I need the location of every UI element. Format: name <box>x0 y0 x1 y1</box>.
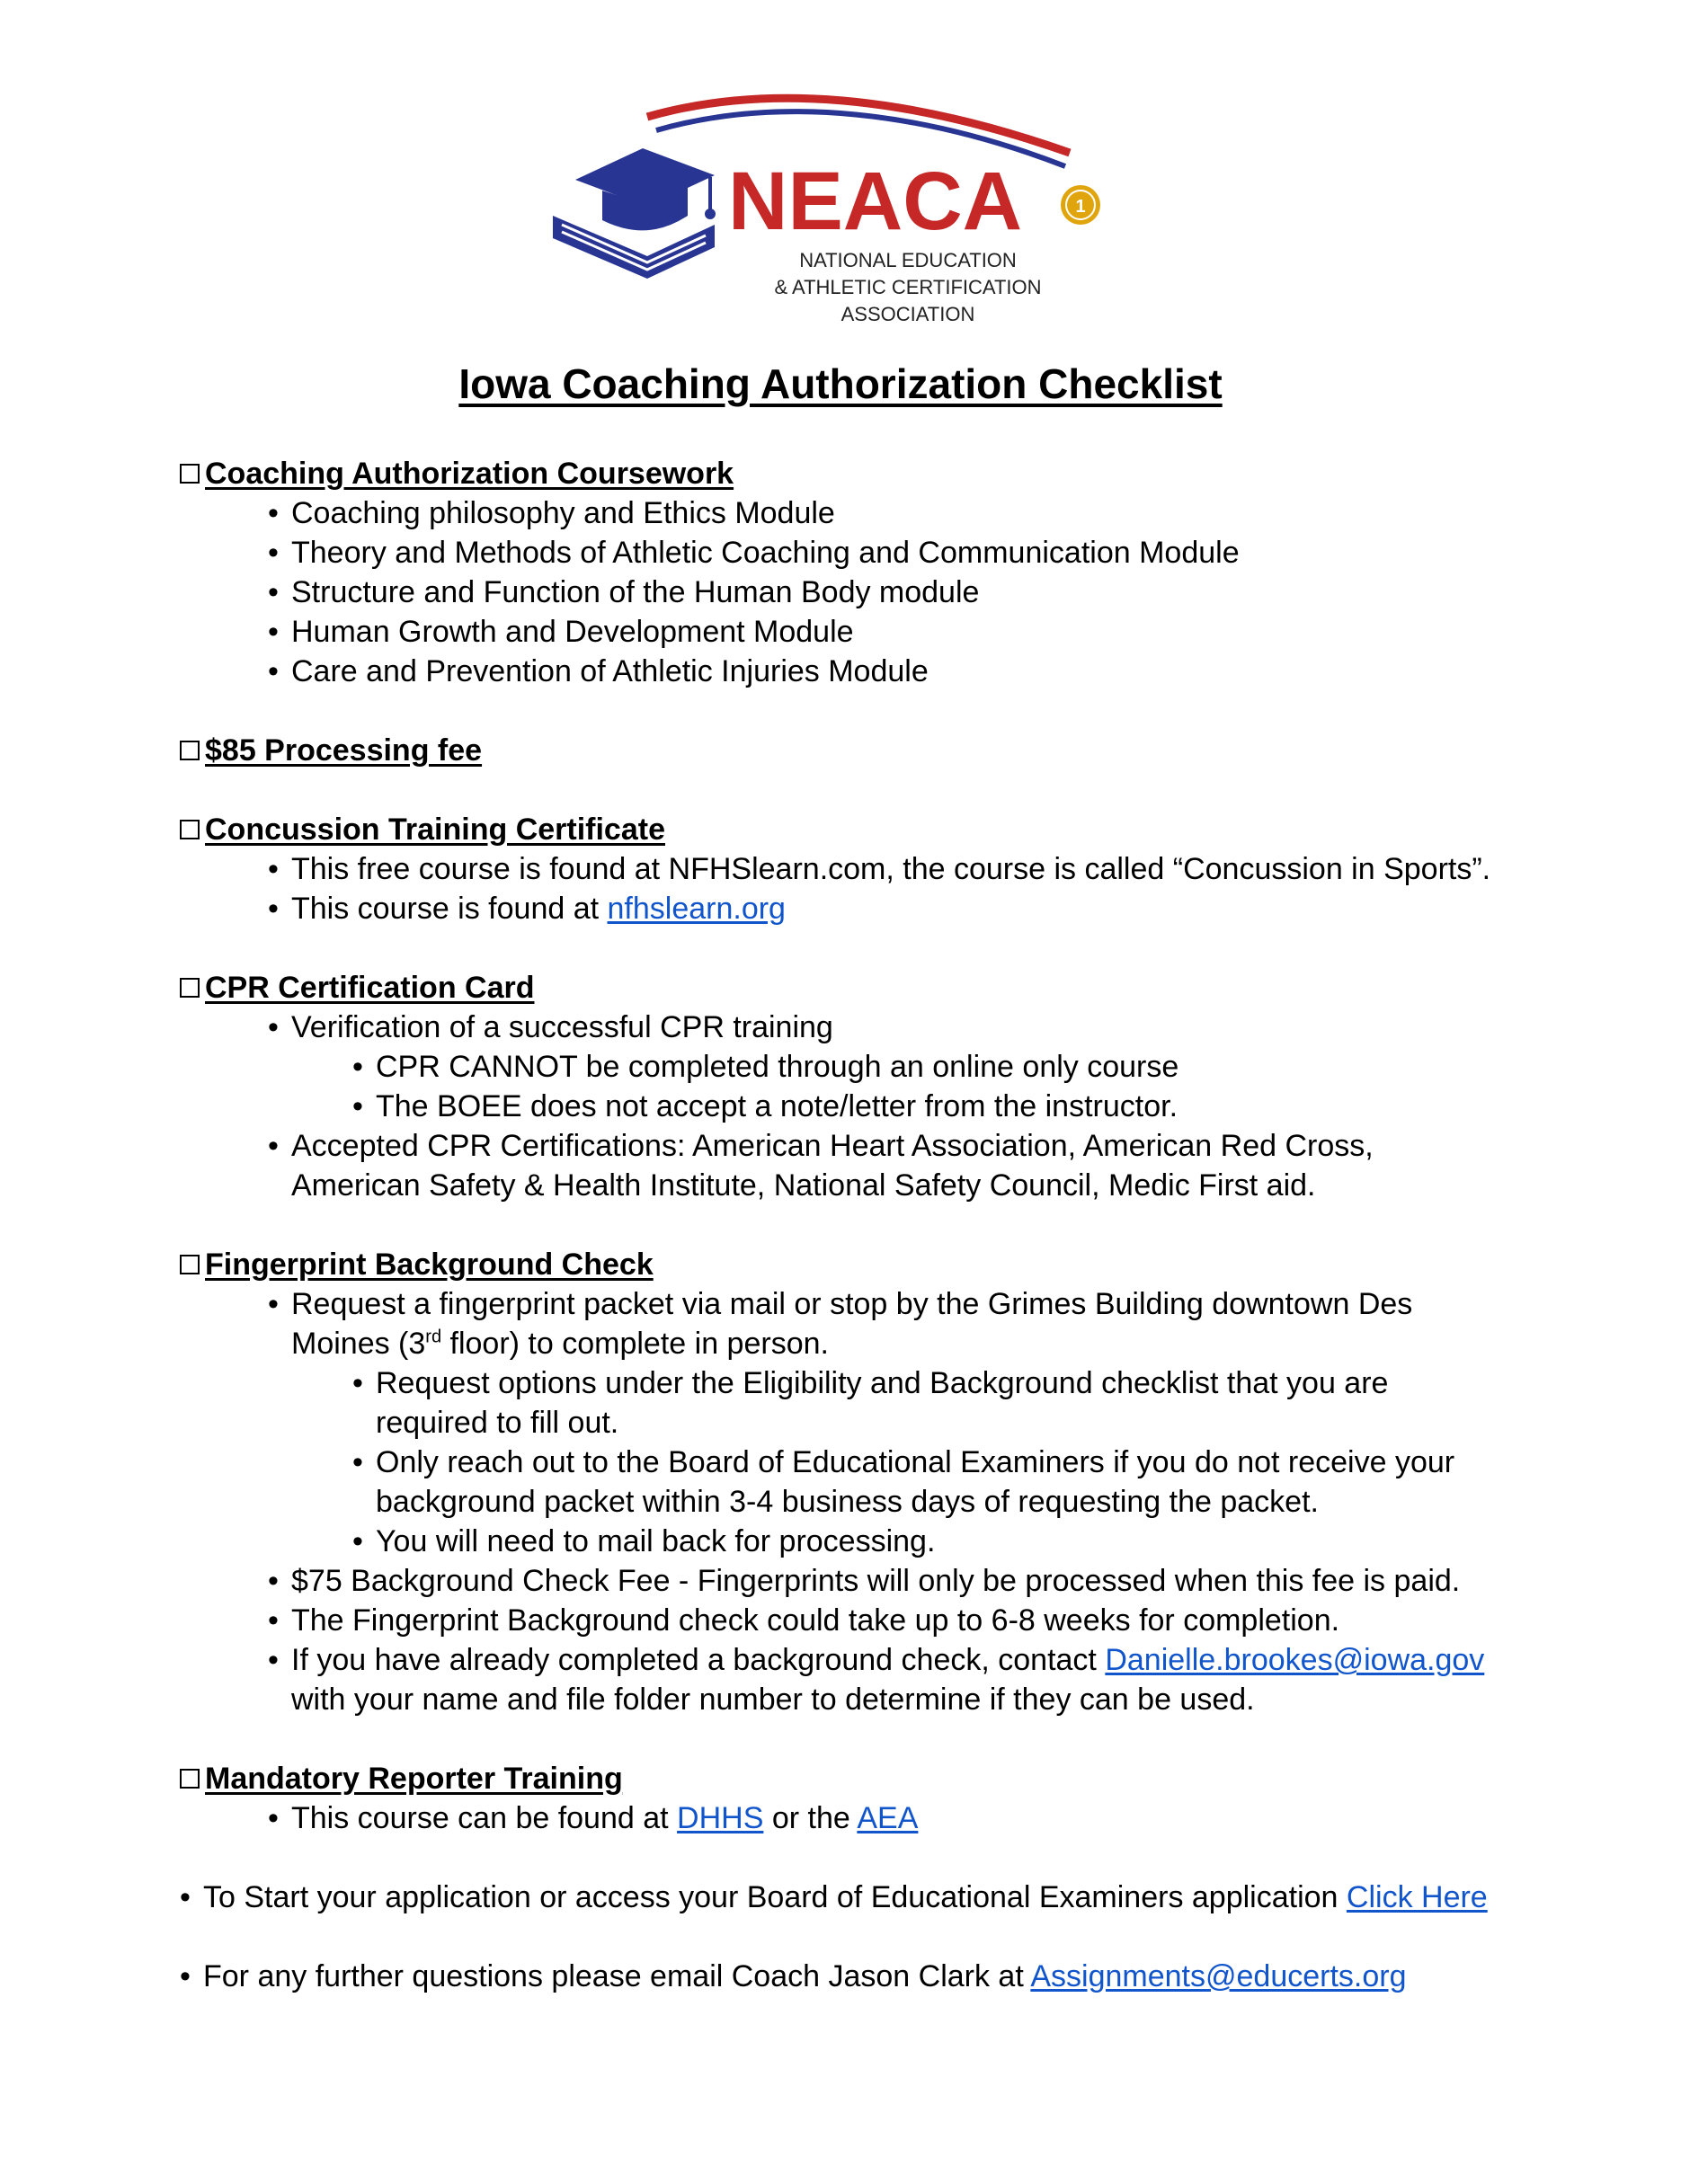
aea-link[interactable]: AEA <box>857 1801 919 1835</box>
logo-wordmark: NEACA <box>728 155 1023 247</box>
list-item: • Request options under the Eligibility and Background checklist that you are required to fill out. <box>376 1363 1528 1443</box>
list-item: • Accepted CPR Certifications: American Heart Association, American Red Cross, American Safety & Health Institute, National Safety Council, Medic First aid. <box>291 1126 1528 1205</box>
page-title: Iowa Coaching Authorization Checklist <box>458 360 1223 407</box>
list-item: • Verification of a successful CPR training <box>291 1008 1528 1047</box>
list-item: • The Fingerprint Background check could take up to 6-8 weeks for completion. <box>291 1601 1528 1640</box>
list-item: • The BOEE does not accept a note/letter from the instructor. <box>376 1087 1528 1126</box>
list-item: • You will need to mail back for processing. <box>376 1522 1528 1561</box>
section-cpr <box>180 968 1528 1205</box>
medal-badge-icon <box>1061 185 1100 225</box>
list-item: • Theory and Methods of Athletic Coaching and Communication Module <box>291 533 1528 573</box>
click-here-link[interactable]: Click Here <box>1346 1880 1488 1914</box>
list-item: • CPR CANNOT be completed through an online only course <box>376 1047 1528 1087</box>
graduation-cap-icon <box>575 148 716 230</box>
checklist <box>180 454 1528 2036</box>
list-item: • Structure and Function of the Human Body module <box>291 573 1528 612</box>
section-fee <box>180 731 1528 770</box>
checkbox[interactable] <box>180 464 200 484</box>
questions-line: • For any further questions please email Coach Jason Clark at Assignments@educerts.org <box>180 1957 1528 1996</box>
list-item: • Care and Prevention of Athletic Injuries Module <box>291 652 1528 691</box>
section-heading: CPR Certification Card <box>180 968 1528 1008</box>
list-item: • If you have already completed a background check, contact Danielle.brookes@iowa.gov with your name and file folder number to determine if they can be used. <box>291 1640 1528 1719</box>
section-coursework <box>180 454 1528 691</box>
list-item: • Coaching philosophy and Ethics Module <box>291 493 1528 533</box>
email-link-danielle[interactable]: Danielle.brookes@iowa.gov <box>1105 1643 1485 1677</box>
list-item: • Only reach out to the Board of Educational Examiners if you do not receive your background packet within 3-4 business days of requesting the packet. <box>376 1443 1528 1522</box>
list-item: • This course can be found at DHHS or the AEA <box>291 1798 1528 1838</box>
section-heading: $85 Processing fee <box>180 731 1528 770</box>
list-item: • Human Growth and Development Module <box>291 612 1528 652</box>
logo-line-3: ASSOCIATION <box>840 303 975 325</box>
checkbox[interactable] <box>180 1769 200 1789</box>
start-application-line: • To Start your application or access your Board of Educational Examiners application Click Here <box>180 1878 1528 1917</box>
list-item: • $75 Background Check Fee - Fingerprints will only be processed when this fee is paid. <box>291 1561 1528 1601</box>
logo-line-1: NATIONAL EDUCATION <box>799 249 1017 271</box>
svg-text:1: 1 <box>1075 197 1086 217</box>
checkbox[interactable] <box>180 741 200 760</box>
list-item: • This free course is found at NFHSlearn.com, the course is called “Concussion in Sports”. <box>291 849 1528 889</box>
section-fingerprint <box>180 1245 1528 1719</box>
section-concussion <box>180 810 1528 928</box>
checkbox[interactable] <box>180 820 200 839</box>
assignments-email-link[interactable]: Assignments@educerts.org <box>1030 1959 1407 1993</box>
section-heading: Fingerprint Background Check <box>180 1245 1528 1284</box>
coursework-list <box>180 493 1528 691</box>
section-heading: Concussion Training Certificate <box>180 810 1528 849</box>
checkbox[interactable] <box>180 978 200 998</box>
section-heading: Mandatory Reporter Training <box>180 1759 1528 1798</box>
list-item: • This course is found at nfhslearn.org <box>291 889 1528 928</box>
section-mandatory-reporter <box>180 1759 1528 1838</box>
nfhslearn-link[interactable]: nfhslearn.org <box>607 892 786 926</box>
checkbox[interactable] <box>180 1255 200 1274</box>
dhhs-link[interactable]: DHHS <box>677 1801 764 1835</box>
neaca-logo <box>539 90 1133 333</box>
logo-line-2: & ATHLETIC CERTIFICATION <box>774 276 1042 298</box>
section-heading: Coaching Authorization Coursework <box>180 454 1528 493</box>
list-item: • Request a fingerprint packet via mail or stop by the Grimes Building downtown Des Moines (3rd floor) to complete in person. <box>291 1284 1528 1363</box>
